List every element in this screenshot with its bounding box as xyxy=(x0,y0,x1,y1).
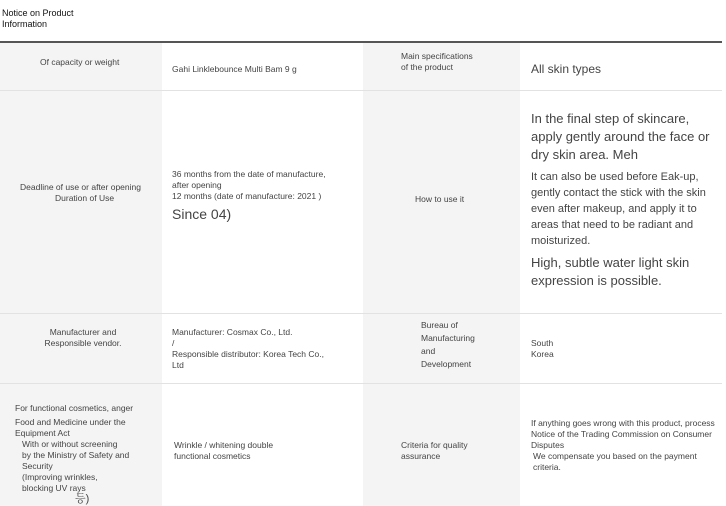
label-quality-assurance: Criteria for quality assurance xyxy=(401,440,468,461)
value-deadline-line-3: Since 04) xyxy=(172,206,232,222)
label-deadline-of-use xyxy=(20,182,145,204)
how-to-use-step-2: It can also be used before Eak-up, gently contact the stick with the skin even after makeup, and apply it to areas that need to be radiant and moisturized. xyxy=(531,171,706,247)
value-quality-assurance xyxy=(531,418,716,473)
label-manufacturing-country: Bureau of Manufacturing and Development xyxy=(421,320,475,369)
quality-line-3: We compensate you based on the payment criteria. xyxy=(533,451,697,472)
label-deadline-line-2: Duration of Use xyxy=(55,193,115,203)
value-deadline-line-1: 36 months from the date of manufacture, after opening xyxy=(172,169,326,190)
functional-line-6: 등) xyxy=(75,493,90,505)
label-functional-cosmetics xyxy=(15,403,155,505)
row-divider xyxy=(0,383,722,384)
row-divider xyxy=(0,90,722,91)
value-deadline-line-2: 12 months (date of manufacture: 2021 ) xyxy=(172,191,322,201)
how-to-use-step-1: In the final step of skincare, apply gently around the face or dry skin area. Meh xyxy=(531,111,710,162)
label-main-specifications: Main specifications of the product xyxy=(401,51,473,72)
label-capacity: Of capacity or weight xyxy=(40,57,120,67)
functional-line-1: For functional cosmetics, anger xyxy=(15,403,134,413)
value-main-specifications: All skin types xyxy=(531,62,602,76)
functional-line-3: With or without screening xyxy=(22,439,118,449)
value-manufacturing-country: South Korea xyxy=(531,338,554,359)
value-functional-cosmetics: Wrinkle / whitening double functional cosmetics xyxy=(174,440,274,461)
value-how-to-use xyxy=(531,110,711,290)
label-how-to-use: How to use it xyxy=(415,194,465,204)
label-deadline-line-1: Deadline of use or after opening xyxy=(20,182,141,192)
how-to-use-step-3: High, subtle water light skin expression is possible. xyxy=(531,255,690,288)
value-manufacturer-line-2: Responsible distributor: Korea Tech Co., Ltd xyxy=(172,349,324,370)
value-manufacturer-line-1: Manufacturer: Cosmax Co., Ltd. / xyxy=(172,327,293,348)
page-title: Notice on Product Information xyxy=(2,8,74,29)
quality-line-2: Notice of the Trading Commission on Consumer Disputes xyxy=(531,429,712,450)
row-divider xyxy=(0,313,722,314)
value-capacity: Gahi Linklebounce Multi Bam 9 g xyxy=(172,64,297,74)
label-manufacturer: Manufacturer and Responsible vendor. xyxy=(44,327,122,348)
value-manufacturer xyxy=(172,327,332,371)
functional-line-2: Food and Medicine under the Equipment Act xyxy=(15,417,126,438)
quality-line-1: If anything goes wrong with this product, process xyxy=(531,418,715,428)
label-column-2 xyxy=(363,43,520,506)
value-deadline-of-use xyxy=(172,169,342,223)
functional-line-5: (Improving wrinkles, blocking UV rays xyxy=(22,472,98,493)
functional-line-4: by the Ministry of Safety and Security xyxy=(22,450,130,471)
